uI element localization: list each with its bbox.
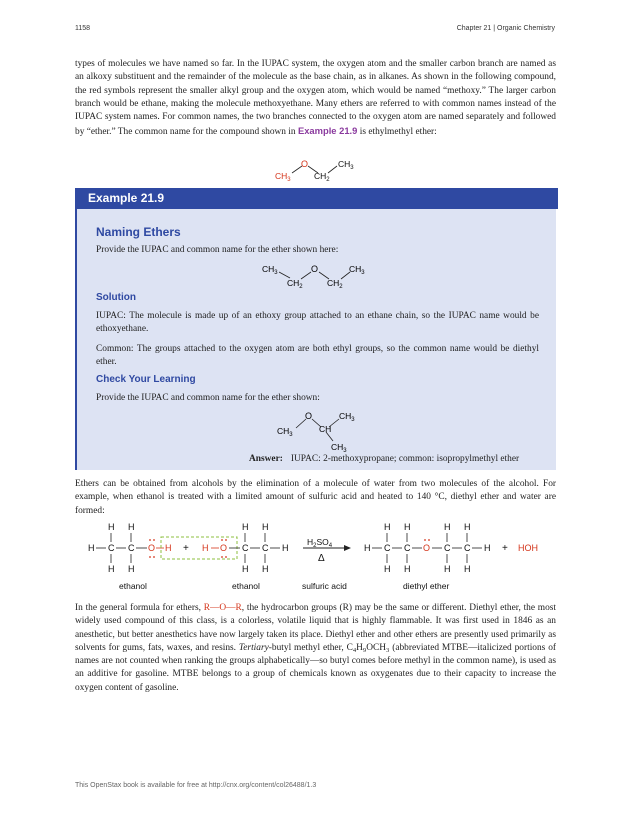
chapter-title: Chapter 21 | Organic Chemistry [456,25,555,32]
svg-text:H: H [108,564,115,574]
svg-text:O: O [423,543,431,553]
label-sulfuric-acid: sulfuric acid [302,581,347,591]
ch3-right-label: $CH_3$ [349,264,365,276]
svg-text:H: H [404,564,411,574]
intro-paragraph [75,58,556,140]
para-3-italic: Tertiary [238,642,269,653]
mtbe-formula: $C_4H_9OCH_3$ [346,642,390,654]
svg-text:C: C [128,543,135,553]
solution-common: Common: The groups attached to the oxygen atom are both ethyl groups, so the common name would be diethyl ether. [96,344,539,368]
svg-text:C: C [262,543,269,553]
svg-text:H: H [464,522,471,532]
water-label: HOH [518,543,538,553]
svg-text:H: H [404,522,411,532]
o-atom: O [305,411,313,421]
ch2-right-label: $CH_2$ [327,278,343,290]
reaction-svg [75,516,556,596]
svg-text:H: H [202,543,209,553]
svg-text:H: H [88,543,95,553]
footer-note: This OpenStax book is available for free at http://cnx.org/content/col26488/1.3 [75,782,317,789]
svg-text:H: H [128,522,135,532]
svg-text:H: H [242,564,249,574]
ch3-left-label: $CH_3$ [277,426,293,438]
answer-text: IUPAC: 2-methoxypropane; common: isopropylmethyl ether [290,454,520,464]
example-header: Example 21.9 [77,188,558,209]
svg-text:H: H [464,564,471,574]
para-3-d: (abbreviated MTBE—italicized portions of names are not counted when ranking the groups alphabetically—so butyl comes before methyl in the common name), is used as an additive for gasoline. MTBE belongs to a group of chemicals known as oxygenates due to their capacity to increase the oxygen content of gasoline. [75,642,557,693]
svg-text:C: C [404,543,411,553]
example-box [75,188,556,470]
para-3 [75,602,556,695]
solution-heading: Solution [96,292,136,303]
label-diethyl-ether: diethyl ether [403,581,450,591]
svg-text:O: O [148,543,156,553]
methoxypropane-structure [275,410,365,454]
svg-text:H: H [108,522,115,532]
o-atom: O [301,159,309,169]
para-3-a: In the general formula for ethers, [75,603,201,613]
ethoxyethane-structure [261,262,381,292]
example-title: Naming Ethers [96,225,181,239]
intro-text-b: is ethylmethyl ether: [359,127,437,138]
svg-text:H: H [262,564,269,574]
svg-text:H: H [444,522,451,532]
ch3-left-label: $CH_3$ [262,264,278,276]
answer-label: Answer: [249,454,283,464]
answer-line [249,454,519,464]
ch2-left-label: $CH_2$ [287,278,303,290]
svg-text:H: H [444,564,451,574]
para-2: Ethers can be obtained from alcohols by the elimination of a molecule of water from two molecules of the alcohol. For example, when ethanol is treated with a limited amount of sulfuric acid and heated to 140 °C, diethyl ether and water are formed: [75,479,556,516]
ch3-right-label: $CH_3$ [338,159,354,171]
svg-text:C: C [108,543,115,553]
svg-text:H: H [128,564,135,574]
svg-text:H: H [384,522,391,532]
svg-text:H: H [364,543,371,553]
svg-text:+: + [183,543,189,554]
para-3-c: -butyl methyl ether, [268,642,344,653]
svg-text:O: O [220,543,228,553]
check-prompt: Provide the IUPAC and common name for the ether shown: [96,393,320,403]
methoxypropane-svg [275,410,365,454]
methoxyethane-structure [272,155,362,185]
svg-text:+: + [502,543,508,554]
ch3-top-label: $CH_3$ [339,411,355,423]
methoxyethane-svg [272,155,362,185]
svg-text:H: H [282,543,289,553]
para-3-b: , the hydrocarbon groups (R) may be the same or different. Diethyl ether, the most widely used compound of this class, is a colorless, volatile liquid that is highly flammable. It was first used in 1846 as an anesthetic, but better anesthetics have now largely taken its place. Diethyl ether and other ethers are presently used primarily as solvents for gums, fats, waxes, and resins. [75,603,557,653]
svg-text:H: H [384,564,391,574]
label-ethanol-1: ethanol [119,581,147,591]
svg-text:H: H [165,543,172,553]
svg-text:C: C [444,543,451,553]
example-link[interactable]: Example 21.9 [297,125,358,137]
heat-symbol: Δ [318,553,325,564]
svg-text:H: H [262,522,269,532]
formula-r2: R [235,603,242,613]
svg-text:C: C [242,543,249,553]
svg-text:C: C [464,543,471,553]
o-atom: O [311,264,319,274]
page-number: 1158 [75,25,91,32]
svg-text:H: H [484,543,491,553]
ch3-left-label: $CH_3$ [275,171,291,183]
ch3-bottom-label: $CH_3$ [331,442,347,454]
svg-text:H2SO4: $H_2SO_4$ [307,537,333,549]
formula-o: —O— [210,603,236,613]
solution-iupac: IUPAC: The molecule is made up of an ethoxy group attached to an ethane chain, so the IUPAC name would be ethoxyethane. [96,311,539,335]
ethoxyethane-svg [261,262,381,292]
intro-text-a: types of molecules we have named so far. In the IUPAC system, the oxygen atom and the smaller carbon branch are named as an alkoxy substituent and the remainder of the molecule as the base chain, as in alkanes. As shown in the following compound, the red symbols represent the smaller alkyl group and the oxygen atom, which would be named “methoxy.” The larger carbon branch would be ethane, making the molecule methoxyethane. Many ethers are referred to with common names instead of the IUPAC system names. For common names, the two branches connected to the oxygen atom are named separately and followed by “ether.” The common name for the compound shown in [75,59,556,138]
reaction-scheme [75,516,556,596]
svg-text:H: H [242,522,249,532]
check-heading: Check Your Learning [96,374,196,385]
label-ethanol-2: ethanol [232,581,260,591]
ch2-label: $CH_2$ [314,171,330,183]
svg-text:C: C [384,543,391,553]
example-prompt: Provide the IUPAC and common name for the ether shown here: [96,245,339,255]
formula-r1: R [203,603,210,613]
ch-label: CH [319,424,332,434]
